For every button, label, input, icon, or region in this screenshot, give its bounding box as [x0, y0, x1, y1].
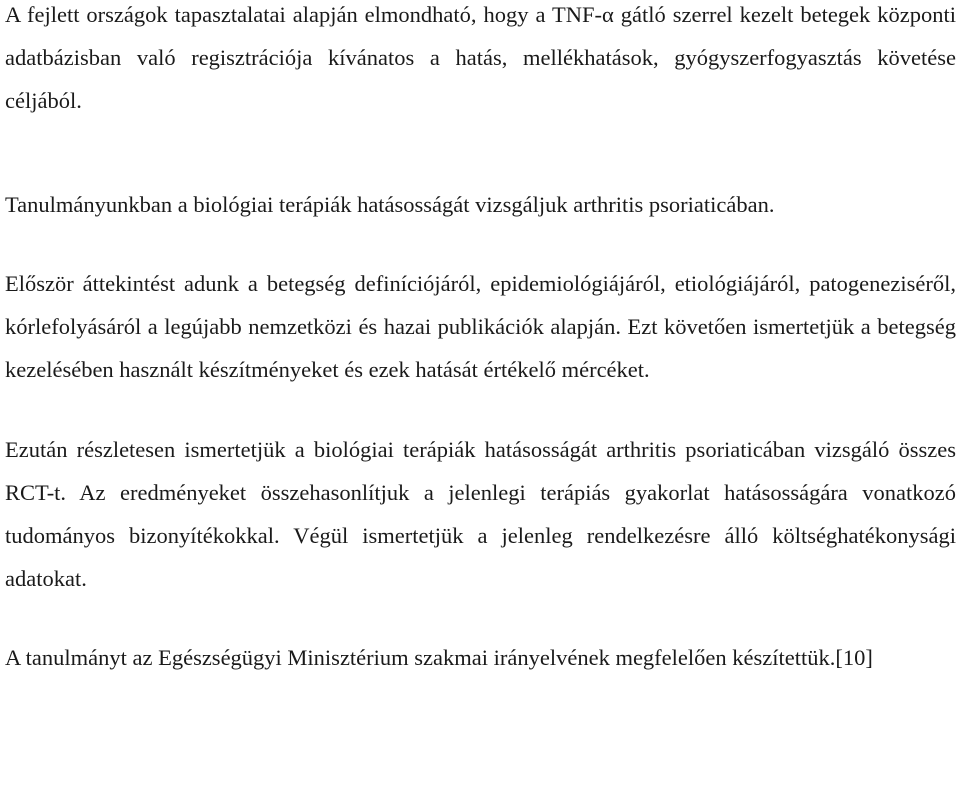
reference-citation: [10] [835, 645, 873, 670]
paragraph-rct-review: Ezután részletesen ismertetjük a biológiai terápiák hatásosságát arthritis psoriaticában vizsgáló összes RCT-t. Az eredményeket összehasonlítjuk a jelenlegi terápiás gyakorlat hatásosságára vonatkozó tudományos bizonyítékokkal. Végül ismertetjük a jelenleg rendelkezésre álló költséghatékonysági adatokat. [5, 437, 956, 591]
document-page [5, 0, 956, 679]
paragraph-overview: Először áttekintést adunk a betegség definíciójáról, epidemiológiájáról, etiológiájáról, patogeneziséről, kórlefolyásáról a legújabb nemzetközi és hazai publikációk alapján. Ezt követően ismertetjük a betegség kezelésében használt készítményeket és ezek hatását értékelő mércéket. [5, 271, 956, 382]
paragraph-study-aim: Tanulmányunkban a biológiai terápiák hatásosságát vizsgáljuk arthritis psoriaticában. [5, 192, 775, 217]
paragraph-guideline [5, 636, 956, 679]
paragraph-registry: A fejlett országok tapasztalatai alapján elmondható, hogy a TNF-α gátló szerrel kezelt betegek központi adatbázisban való regisztrációja kívánatos a hatás, mellékhatások, gyógyszerfogyasztás követése céljából. [5, 2, 956, 113]
paragraph-guideline-text: A tanulmányt az Egészségügyi Minisztérium szakmai irányelvének megfelelően készítettük. [5, 645, 836, 670]
